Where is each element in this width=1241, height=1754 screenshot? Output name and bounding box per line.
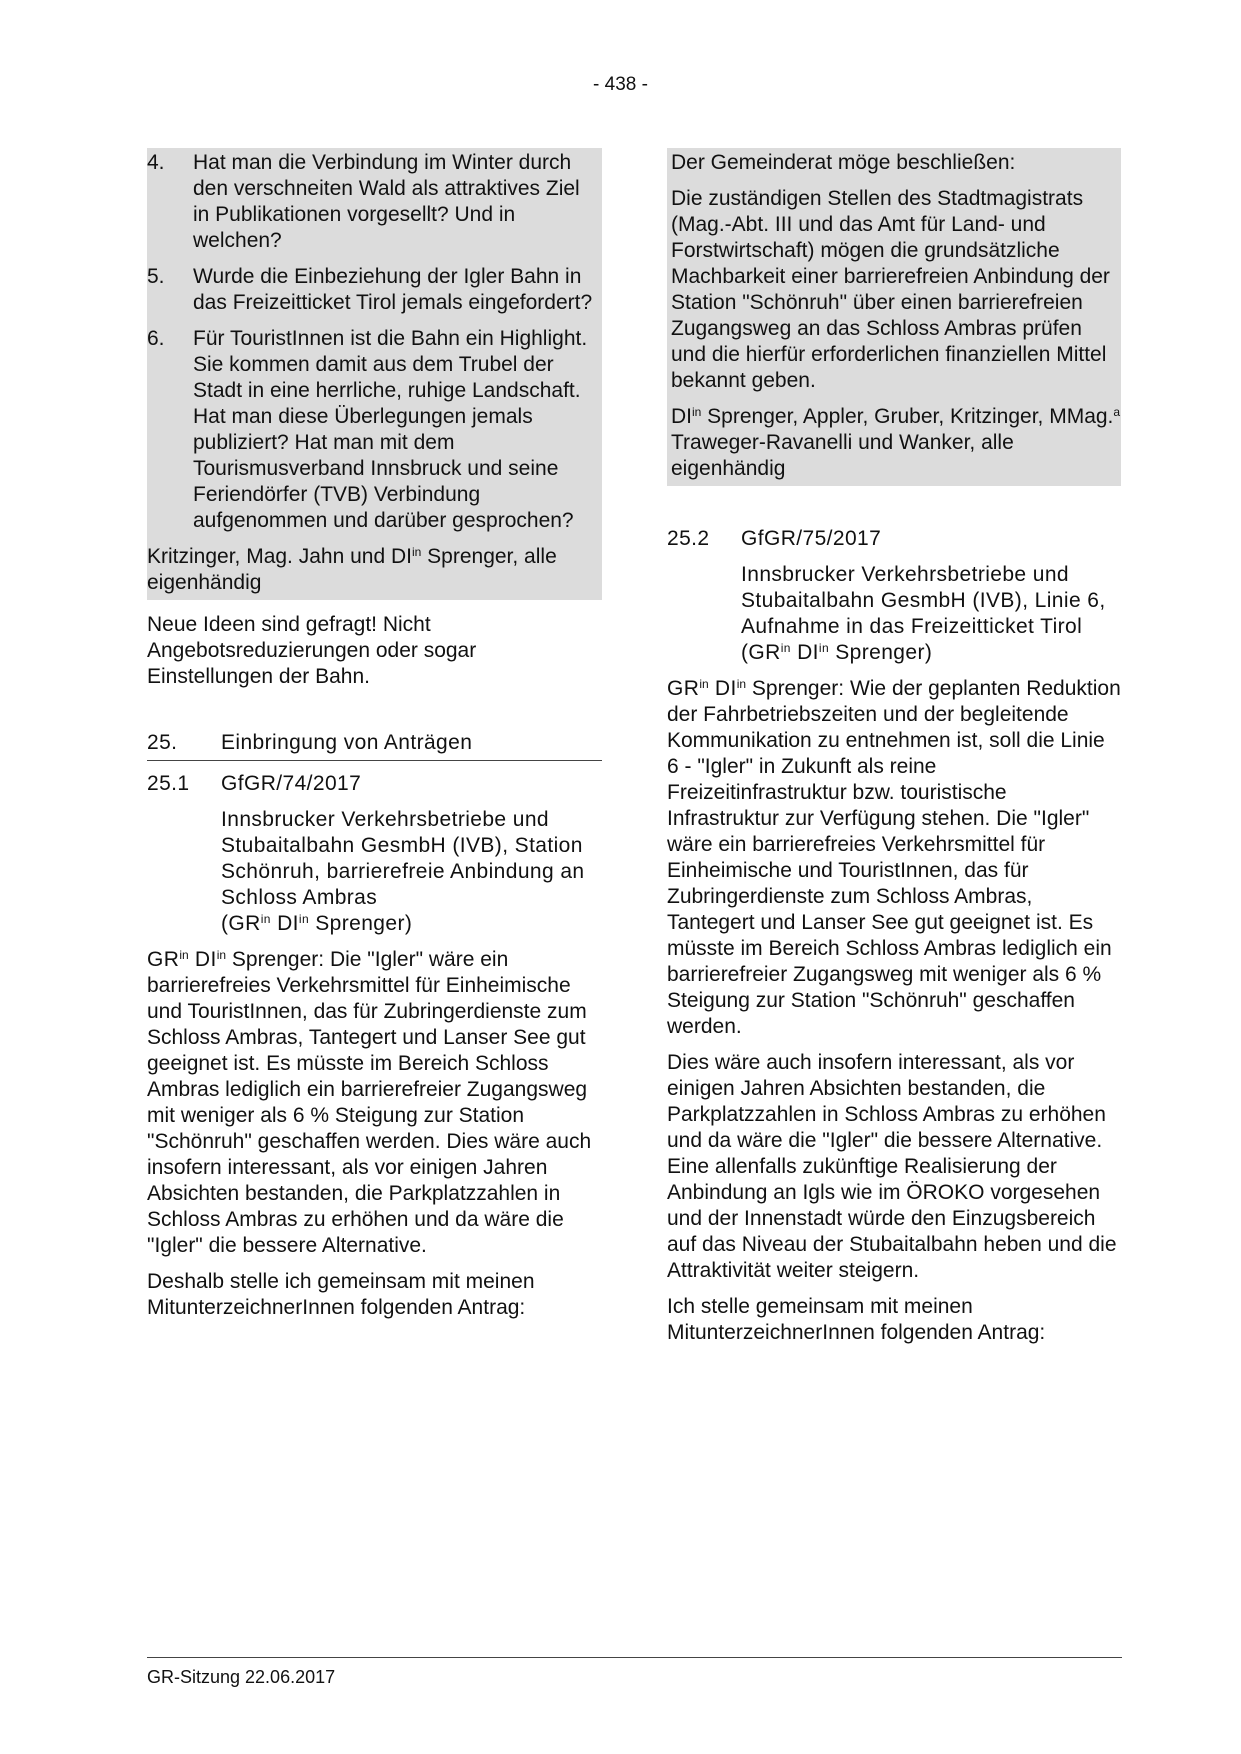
signers: Kritzinger, Mag. Jahn und $DI^{in}$ Sprenger, alle eigenhändig xyxy=(147,545,557,594)
motion-final: Ich stelle gemeinsam mit meinen MitunterzeichnerInnen folgenden Antrag: xyxy=(667,1295,1046,1344)
question-text: Für TouristInnen ist die Bahn ein Highlight. Sie kommen damit aus dem Trubel der Stadt in eine herrliche, ruhige Landschaft. Hat man diese Überlegungen jemals publiziert? Hat man mit dem Tourismusverband Innsbruck und seine Feriendörfer (TVB) Verbindung aufgenommen und darüber gesprochen? xyxy=(193,327,588,532)
resolution-heading: Der Gemeinderat möge beschließen: xyxy=(671,151,1016,174)
section-heading xyxy=(147,730,602,761)
question-item xyxy=(147,326,598,534)
motion-final: Deshalb stelle ich gemeinsam mit meinen MitunterzeichnerInnen folgenden Antrag: xyxy=(147,1270,535,1319)
question-text: Hat man die Verbindung im Winter durch den verschneiten Wald als attraktives Ziel in Publikationen vorgesellt? Und in welchen? xyxy=(193,151,580,252)
question-number: 6. xyxy=(147,327,165,350)
motion-heading xyxy=(147,771,602,797)
footer-divider xyxy=(147,1657,1122,1658)
question-text: Wurde die Einbeziehung der Igler Bahn in das Freizeitticket Tirol jemals eingefordert? xyxy=(193,265,593,314)
closing-text: Neue Ideen sind gefragt! Nicht Angebotsreduzierungen oder sogar Einstellungen der Bahn. xyxy=(147,613,477,688)
motion-number: 25.1 xyxy=(147,772,190,795)
motion-body: $GR^{in}$ $DI^{in}$ Sprenger: Wie der geplanten Reduktion der Fahrbetriebszeiten und der begleitende Kommunikation zu entnehmen ist, soll die Linie 6 - "Igler" in Zukunft als reine Freizeitinfrastruktur bzw. touristische Infrastruktur zur Verfügung stehen. Die "Igler" wäre ein barrierefreies Verkehrsmittel für Einheimische und TouristInnen, das für Zubringerdienste zum Schloss Ambras, Tantegert und Lanser See gut geeignet ist. Es müsste im Bereich Schloss Ambras lediglich ein barrierefreier Zugangsweg mit weniger als 6 % Steigung zur Station "Schönruh" geschaffen werden. xyxy=(667,677,1121,1038)
section-number: 25. xyxy=(147,731,178,754)
resolution-text: Die zuständigen Stellen des Stadtmagistrats (Mag.-Abt. III und das Amt für Land- und Forstwirtschaft) mögen die grundsätzliche Machbarkeit einer barrierefreien Anbindung der Station "Schönruh" über einen barrierefreien Zugangsweg an das Schloss Ambras prüfen und die hierfür erforderlichen finanziellen Mittel bekannt geben. xyxy=(671,187,1110,392)
motion-code: GfGR/75/2017 xyxy=(741,527,882,550)
motion-paragraph: Dies wäre auch insofern interessant, als vor einigen Jahren Absichten bestanden, die Parkplatzzahlen in Schloss Ambras zu erhöhen und da wäre die "Igler" die bessere Alternative. Eine allenfalls zukünftige Realisierung der Anbindung an Igls wie im ÖROKO vorgesehen und der Innenstadt würde den Einzugsbereich auf das Niveau der Stubaitalbahn heben und die Attraktivität weiter steigern. xyxy=(667,1051,1117,1282)
motion-number: 25.2 xyxy=(667,527,710,550)
resolution-box xyxy=(667,148,1121,486)
motion-title: Innsbrucker Verkehrsbetriebe und Stubaitalbahn GesmbH (IVB), Station Schönruh, barrierefreie Anbindung an Schloss Ambras ($GR^{in}$ $DI^{in}$ Sprenger) xyxy=(221,808,585,935)
left-column xyxy=(147,148,602,1331)
question-item xyxy=(147,150,598,254)
section-title: Einbringung von Anträgen xyxy=(221,731,473,754)
right-column xyxy=(667,148,1121,1356)
motion-heading xyxy=(667,526,1121,552)
questions-box xyxy=(147,148,602,600)
footer-session-date: GR-Sitzung 22.06.2017 xyxy=(147,1667,336,1687)
question-number: 5. xyxy=(147,265,165,288)
question-number: 4. xyxy=(147,151,165,174)
motion-title: Innsbrucker Verkehrsbetriebe und Stubaitalbahn GesmbH (IVB), Linie 6, Aufnahme in das Freizeitticket Tirol ($GR^{in}$ $DI^{in}$ Sprenger) xyxy=(741,563,1106,664)
resolution-signers: $DI^{in}$ Sprenger, Appler, Gruber, Kritzinger, MMag.$^a$ Traweger-Ravanelli und Wanker, alle eigenhändig xyxy=(671,405,1121,480)
question-item xyxy=(147,264,598,316)
motion-code: GfGR/74/2017 xyxy=(221,772,362,795)
page-number: - 438 - xyxy=(593,74,648,95)
motion-body: $GR^{in}$ $DI^{in}$ Sprenger: Die "Igler" wäre ein barrierefreies Verkehrsmittel für Einheimische und TouristInnen, das für Zubringerdienste zum Schloss Ambras, Tantegert und Lanser See gut geeignet ist. Es müsste im Bereich Schloss Ambras lediglich ein barrierefreier Zugangsweg mit weniger als 6 % Steigung zur Station "Schönruh" geschaffen werden. Dies wäre auch insofern interessant, als vor einigen Jahren Absichten bestanden, die Parkplatzzahlen in Schloss Ambras zu erhöhen und da wäre die "Igler" die bessere Alternative. xyxy=(147,948,592,1257)
